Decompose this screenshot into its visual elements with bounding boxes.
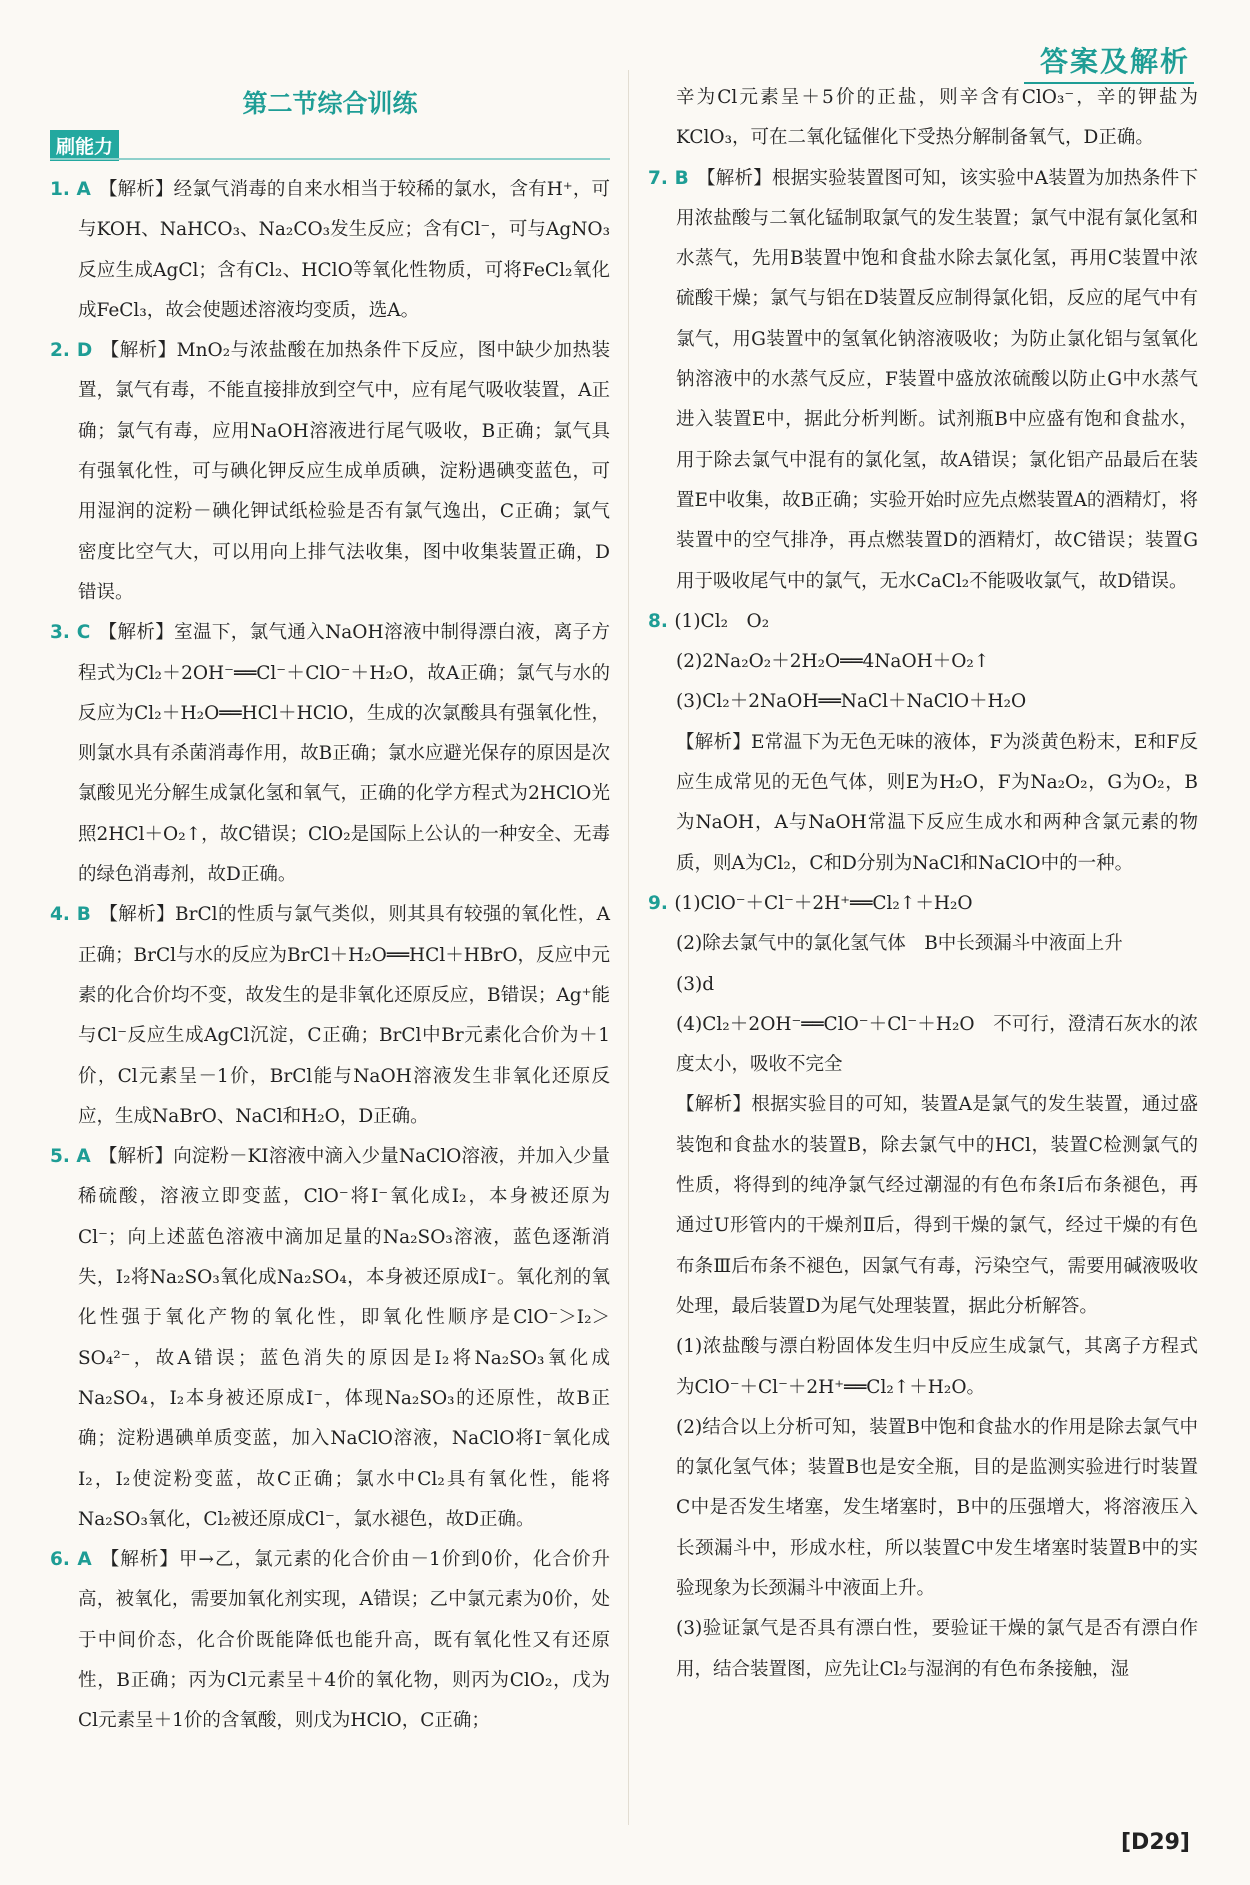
answer-text: (3)d [676, 973, 715, 995]
answer-number: 8. [648, 610, 675, 632]
answer-item [50, 1137, 610, 1540]
answer-line [648, 602, 1198, 642]
right-answer-list [648, 159, 1198, 602]
answer-letter: A [69, 1146, 91, 1168]
answer-text: 【解析】BrCl的性质与氯气类似，则其具有较强的氧化性，A正确；BrCl与水的反应为BrCl＋H₂O══HCl＋HBrO，反应中元素的化合价均不变，故发生的是非氧化还原反应，B错误；Ag⁺能与Cl⁻反应生成AgCl沉淀，C正确；BrCl中Br元素化合价为＋1价，Cl元素呈－1价，BrCl能与NaOH溶液发生非氧化还原反应，生成NaBrO、NaCl和H₂O，D正确。 [78, 904, 611, 1127]
answer-number: 5. [50, 1146, 70, 1168]
answer-text: (2)结合以上分析可知，装置B中饱和食盐水的作用是除去氯气中的氯化氢气体；装置B也是安全瓶，目的是监测实验进行时装置C中是否发生堵塞，发生堵塞时，B中的压强增大，将溶液压入长颈漏斗中，形成水柱，所以装置C中发生堵塞时装置B中的实验现象为长颈漏斗中液面上升。 [676, 1416, 1198, 1599]
answer-line [648, 1085, 1198, 1327]
tag-bar [50, 130, 610, 164]
answer-text: 【解析】甲→乙，氯元素的化合价由－1价到0价，化合价升高，被氧化，需要加氧化剂实现，A错误；乙中氯元素为0价，处于中间价态，化合价既能降低也能升高，既有氧化性又有还原性，B正确；丙为Cl元素呈＋4价的氧化物，则丙为ClO₂，戊为Cl元素呈＋1价的含氧酸，则戊为HClO，C正确； [78, 1549, 610, 1732]
answer-number: 4. [50, 904, 70, 926]
answer-number: 2. [50, 340, 70, 362]
answer-line [648, 1408, 1198, 1609]
page-number: [D29] [1121, 1830, 1190, 1855]
answer-line [648, 1609, 1198, 1690]
answer-item-9 [648, 884, 1198, 1690]
column-divider [628, 70, 629, 1825]
continuation-text: 辛为Cl元素呈＋5价的正盐，则辛含有ClO₃⁻，辛的钾盐为KClO₃，可在二氧化锰催化下受热分解制备氧气，D正确。 [676, 87, 1198, 149]
answer-number: 1. [50, 179, 70, 200]
answer-item [50, 1540, 610, 1741]
answer-line [648, 965, 1198, 1005]
answer-text: (3)验证氯气是否具有漂白性，要验证干燥的氯气是否有漂白作用，结合装置图，应先让Cl₂与湿润的有色布条接触，湿 [676, 1618, 1198, 1680]
answer-text: 【解析】室温下，氯气通入NaOH溶液中制得漂白液，离子方程式为Cl₂＋2OH⁻══Cl⁻＋ClO⁻＋H₂O，故A正确；氯气与水的反应为Cl₂＋H₂O══HCl＋HClO，生成的次氯酸具有强氧化性，则氯水具有杀菌消毒作用，故B正确；氯水应避光保存的原因是次氯酸见光分解生成氯化氢和氧气，正确的化学方程式为2HClO光照2HCl＋O₂↑，故C错误；ClO₂是国际上公认的一种安全、无毒的绿色消毒剂，故D正确。 [78, 622, 610, 886]
answer-line [648, 884, 1198, 924]
answer-letter: B [69, 904, 91, 926]
tag-underline [50, 158, 610, 160]
answer-number: 6. [50, 1549, 70, 1571]
answer-text: 【解析】根据实验目的可知，装置A是氯气的发生装置，通过盛装饱和食盐水的装置B，除去氯气中的HCl，装置C检测氯气的性质，将得到的纯净氯气经过潮湿的有色布条Ⅰ后布条褪色，再通过U形管内的干燥剂Ⅱ后，得到干燥的氯气，经过干燥的有色布条Ⅲ后布条不褪色，因氯气有毒，污染空气，需要用碱液吸收处理，最后装置D为尾气处理装置，据此分析解答。 [676, 1094, 1198, 1317]
header-tag: 答案及解析 [1039, 45, 1190, 78]
left-column [50, 84, 610, 1742]
answer-line [648, 1327, 1198, 1408]
answer-letter: C [69, 622, 91, 644]
answer-text: (3)Cl₂＋2NaOH══NaCl＋NaClO＋H₂O [676, 691, 1027, 713]
answer-text: (2)2Na₂O₂＋2H₂O══4NaOH＋O₂↑ [676, 651, 990, 673]
answer-number: 7. [648, 167, 668, 189]
right-continuation [648, 78, 1198, 159]
section-tag: 刷能力 [50, 130, 119, 161]
answer-item [50, 331, 610, 613]
answer-text: (1)ClO⁻＋Cl⁻＋2H⁺══Cl₂↑＋H₂O [674, 892, 973, 914]
answer-text: (2)除去氯气中的氯化氢气体 B中长颈漏斗中液面上升 [676, 933, 1123, 955]
answer-line [648, 924, 1198, 964]
answer-item-8 [648, 602, 1198, 884]
answer-line [648, 1005, 1198, 1086]
answer-letter: D [69, 340, 93, 362]
answer-text: 【解析】根据实验装置图可知，该实验中A装置为加热条件下用浓盐酸与二氧化锰制取氯气的发生装置；氯气中混有氯化氢和水蒸气，先用B装置中饱和食盐水除去氯化氢，再用C装置中浓硫酸干燥；氯气与铝在D装置反应制得氯化铝，反应的尾气中有氯气，用G装置中的氢氧化钠溶液吸收；为防止氯化铝与氢氧化钠溶液中的水蒸气反应，F装置中盛放浓硫酸以防止G中水蒸气进入装置E中，据此分析判断。试剂瓶B中应盛有饱和食盐水，用于除去氯气中混有的氯化氢，故A错误；氯化铝产品最后在装置E中收集，故B正确；实验开始时应先点燃装置A的酒精灯，将装置中的空气排净，再点燃装置D的酒精灯，故C错误；装置G用于吸收尾气中的氯气，无水CaCl₂不能吸收氯气，故D错误。 [676, 167, 1198, 592]
right-column [648, 78, 1198, 1690]
answer-text: 【解析】向淀粉－KI溶液中滴入少量NaClO溶液，并加入少量稀硫酸，溶液立即变蓝，ClO⁻将I⁻氧化成I₂，本身被还原为Cl⁻；向上述蓝色溶液中滴加足量的Na₂SO₃溶液，蓝色逐渐消失，I₂将Na₂SO₃氧化成Na₂SO₄，本身被还原成I⁻。氧化剂的氧化性强于氧化产物的氧化性，即氧化性顺序是ClO⁻＞I₂＞SO₄²⁻，故A错误；蓝色消失的原因是I₂将Na₂SO₃氧化成Na₂SO₄，I₂本身被还原成I⁻，体现Na₂SO₃的还原性，故B正确；淀粉遇碘单质变蓝，加入NaClO溶液，NaClO将I⁻氧化成I₂，I₂使淀粉变蓝，故C正确；氯水中Cl₂具有氧化性，能将Na₂SO₃氧化，Cl₂被还原成Cl⁻，氯水褪色，故D正确。 [78, 1146, 610, 1530]
answer-letter: A [69, 179, 91, 200]
left-answer-list [50, 170, 610, 1742]
answer-letter: A [69, 1549, 92, 1571]
answer-text: 【解析】MnO₂与浓盐酸在加热条件下反应，图中缺少加热装置，氯气有毒，不能直接排放到空气中，应有尾气吸收装置，A正确；氯气有毒，应用NaOH溶液进行尾气吸收，B正确；氯气具有强氧化性，可与碘化钾反应生成单质碘，淀粉遇碘变蓝色，可用湿润的淀粉－碘化钾试纸检验是否有氯气逸出，C正确；氯气密度比空气大，可以用向上排气法收集，图中收集装置正确，D错误。 [78, 340, 610, 603]
answer-text: (1)浓盐酸与漂白粉固体发生归中反应生成氯气，其离子方程式为ClO⁻＋Cl⁻＋2H⁺══Cl₂↑＋H₂O。 [676, 1336, 1198, 1398]
answer-item [50, 170, 610, 331]
answer-text: (4)Cl₂＋2OH⁻══ClO⁻＋Cl⁻＋H₂O 不可行，澄清石灰水的浓度太小，吸收不完全 [676, 1013, 1198, 1076]
answer-text: (1)Cl₂ O₂ [674, 610, 770, 632]
answer-line [648, 682, 1198, 722]
section-title: 第二节综合训练 [242, 89, 418, 118]
answer-text: 【解析】E常温下为无色无味的液体，F为淡黄色粉末，E和F反应生成常见的无色气体，则E为H₂O，F为Na₂O₂，G为O₂，B为NaOH，A与NaOH常温下反应生成水和两种含氯元素的物质，则A为Cl₂，C和D分别为NaCl和NaClO中的一种。 [676, 731, 1198, 874]
answer-letter: B [667, 167, 689, 189]
answer-item [50, 895, 610, 1137]
answer-item [50, 613, 610, 895]
answer-number: 9. [648, 892, 675, 914]
answer-line [648, 723, 1198, 884]
answer-line [648, 642, 1198, 682]
answer-item [648, 159, 1198, 602]
answer-text: 【解析】经氯气消毒的自来水相当于较稀的氯水，含有H⁺，可与KOH、NaHCO₃、Na₂CO₃发生反应；含有Cl⁻，可与AgNO₃反应生成AgCl；含有Cl₂、HClO等氧化性物质，可将FeCl₂氧化成FeCl₃，故会使题述溶液均变质，选A。 [78, 179, 610, 321]
answer-number: 3. [50, 622, 70, 644]
